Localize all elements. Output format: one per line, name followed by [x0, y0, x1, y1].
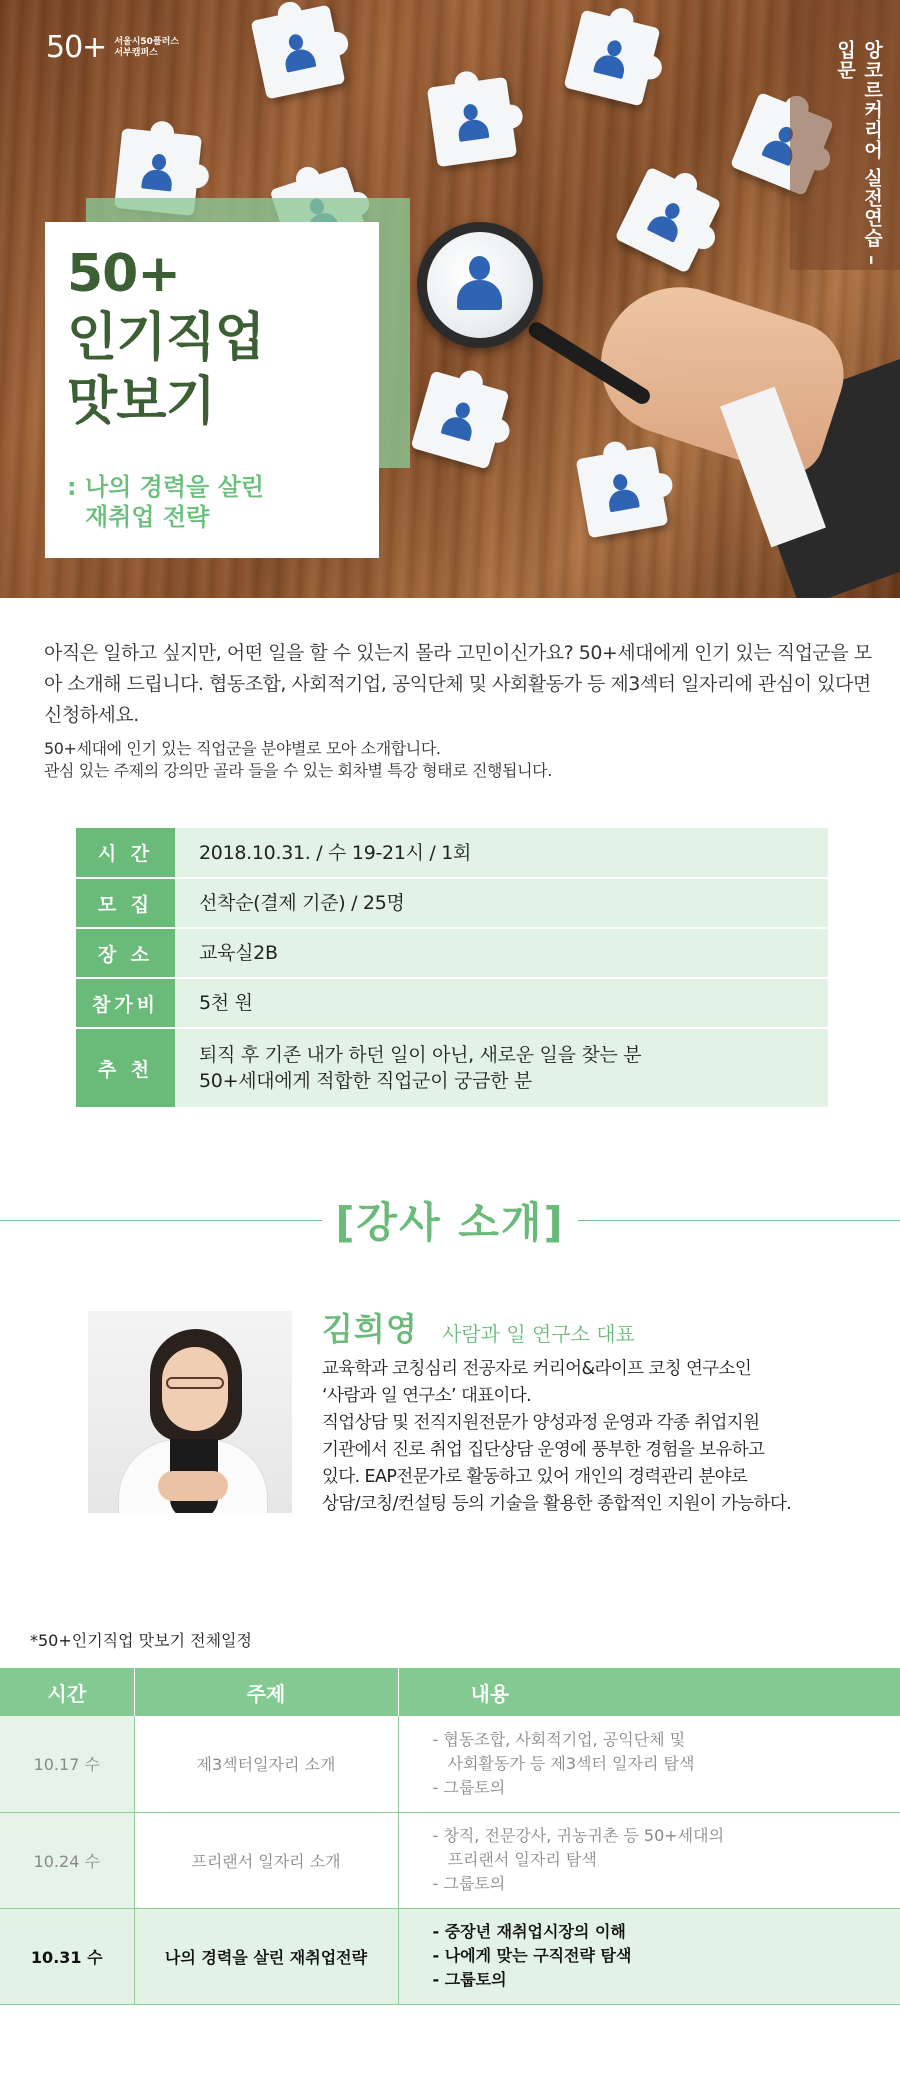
schedule-content [398, 1812, 900, 1908]
schedule-date: 10.24 수 [0, 1812, 134, 1908]
main-title-line-3: 맛보기 [67, 372, 215, 432]
person-icon [457, 256, 502, 310]
logo[interactable] [46, 30, 179, 65]
schedule-content-line: - 창직, 전문강사, 귀농귀촌 등 50+세대의 [432, 1826, 725, 1845]
intro-paragraph: 아직은 일하고 싶지만, 어떤 일을 할 수 있는지 몰라 고민이신가요? 50+세대에게 인기 있는 직업군을 모아 소개해 드립니다. 협동조합, 사회적기업, 공익단체 및 사회활동가 등 제3섹터 일자리에 관심이 있다면 신청하세요. [44, 642, 872, 726]
subtitle-line-2: 재취업 전략 [85, 503, 210, 531]
main-title-line-2: 인기직업 [67, 308, 264, 368]
magnifier-icon [417, 222, 543, 348]
intro-note-line-2: 관심 있는 주제의 강의만 골라 들을 수 있는 회차별 특강 형태로 진행됩니다. [44, 761, 552, 780]
bio-line: 교육학과 코칭심리 전공자로 커리어&라이프 코칭 연구소인 [322, 1359, 752, 1379]
instructor-bio [322, 1356, 862, 1518]
person-icon [280, 31, 317, 72]
instructor-photo [88, 1311, 292, 1513]
logo-line-1: 서울시50플러스 [114, 36, 180, 47]
info-key: 장 소 [76, 928, 175, 978]
logo-text [114, 37, 179, 59]
puzzle-piece-icon [251, 5, 346, 100]
schedule-content [398, 1908, 900, 2004]
info-row-recruit [76, 878, 828, 928]
info-value-line-1: 퇴직 후 기존 내가 하던 일이 아닌, 새로운 일을 찾는 분 [199, 1044, 642, 1066]
schedule-row-current [0, 1908, 900, 2004]
info-key: 모 집 [76, 878, 175, 928]
person-icon [141, 153, 175, 192]
bio-line: ‘사람과 일 연구소’ 대표이다. [322, 1386, 532, 1406]
vertical-title: 앙코르커리어 실전연습 – 입문 [834, 40, 883, 266]
info-value: 교육실2B [175, 928, 828, 978]
main-title-line-1: 50+ [67, 244, 180, 304]
info-key: 참가비 [76, 978, 175, 1028]
schedule-content-line: - 그룹토의 [432, 1777, 506, 1797]
intro-note [44, 738, 874, 782]
info-row-time [76, 828, 828, 878]
bio-line: 있다. EAP전문가로 활동하고 있어 개인의 경력관리 분야로 [322, 1467, 748, 1487]
info-key: 추 천 [76, 1028, 175, 1108]
schedule-content-line: - 그룹토의 [432, 1970, 507, 1989]
schedule-topic: 프리랜서 일자리 소개 [134, 1812, 398, 1908]
schedule-caption: *50+인기직업 맛보기 전체일정 [30, 1631, 252, 1650]
info-value: 5천 원 [175, 978, 828, 1028]
schedule-content-line: - 나에게 맞는 구직전략 탐색 [432, 1946, 632, 1965]
instructor-name: 김희영 [322, 1310, 418, 1348]
schedule-table [0, 1668, 900, 2005]
schedule-topic: 제3섹터일자리 소개 [134, 1716, 398, 1812]
puzzle-piece-icon [564, 10, 661, 107]
info-row-fee [76, 978, 828, 1028]
intro-note-line-1: 50+세대에 인기 있는 직업군을 분야별로 모아 소개합니다. [44, 739, 441, 758]
bio-line: 직업상담 및 전직지원전문가 양성과정 운영과 각종 취업지원 [322, 1413, 760, 1433]
logo-mark: 50+ [46, 30, 107, 65]
schedule-date: 10.31 수 [0, 1908, 134, 2004]
schedule-date: 10.17 수 [0, 1716, 134, 1812]
instructor-section-title: [강사 소개] [335, 1198, 565, 1247]
puzzle-piece-icon [576, 446, 669, 539]
info-value-line-2: 50+세대에게 적합한 직업군이 궁금한 분 [199, 1070, 532, 1092]
schedule-content-line: - 협동조합, 사회적기업, 공익단체 및 [432, 1729, 686, 1749]
person-icon [455, 102, 490, 142]
subtitle-line-1: : 나의 경력을 살린 [67, 473, 264, 501]
puzzle-piece-icon [411, 371, 510, 470]
logo-line-2: 서부캠퍼스 [114, 47, 158, 58]
schedule-header-row [0, 1668, 900, 1716]
schedule-content [398, 1716, 900, 1812]
bio-line: 기관에서 진로 취업 집단상담 운영에 풍부한 경험을 보유하고 [322, 1440, 765, 1460]
schedule-content-line: 사회활동가 등 제3섹터 일자리 탐색 [447, 1753, 695, 1773]
info-value: 2018.10.31. / 수 19-21시 / 1회 [175, 828, 828, 878]
puzzle-piece-icon [615, 167, 722, 274]
schedule-row [0, 1716, 900, 1812]
title-card [45, 222, 379, 558]
schedule-row [0, 1812, 900, 1908]
info-key: 시 간 [76, 828, 175, 878]
vertical-title-box [790, 0, 900, 270]
info-table [76, 828, 828, 1109]
hero-banner [0, 0, 900, 598]
puzzle-piece-icon [427, 77, 517, 167]
info-row-recommend [76, 1028, 828, 1108]
bio-line: 상담/코칭/컨설팅 등의 기술을 활용한 종합적인 지원이 가능하다. [322, 1494, 792, 1514]
instructor-role: 사람과 일 연구소 대표 [442, 1322, 635, 1346]
schedule-content-line: - 중장년 재취업시장의 이해 [432, 1922, 626, 1941]
person-icon [647, 197, 690, 243]
schedule-header-time: 시간 [0, 1668, 134, 1716]
person-icon [604, 472, 640, 513]
person-icon [441, 399, 480, 442]
schedule-content-line: 프리랜서 일자리 탐색 [447, 1850, 597, 1869]
main-title [67, 242, 264, 434]
schedule-header-content: 내용 [398, 1668, 900, 1716]
person-icon [593, 37, 631, 79]
schedule-topic: 나의 경력을 살린 재취업전략 [134, 1908, 398, 2004]
schedule-content-line: - 그룹토의 [432, 1874, 506, 1893]
info-value [175, 1028, 828, 1108]
subtitle [67, 472, 264, 532]
schedule-header-topic: 주제 [134, 1668, 398, 1716]
info-value: 선착순(결제 기준) / 25명 [175, 878, 828, 928]
info-row-place [76, 928, 828, 978]
